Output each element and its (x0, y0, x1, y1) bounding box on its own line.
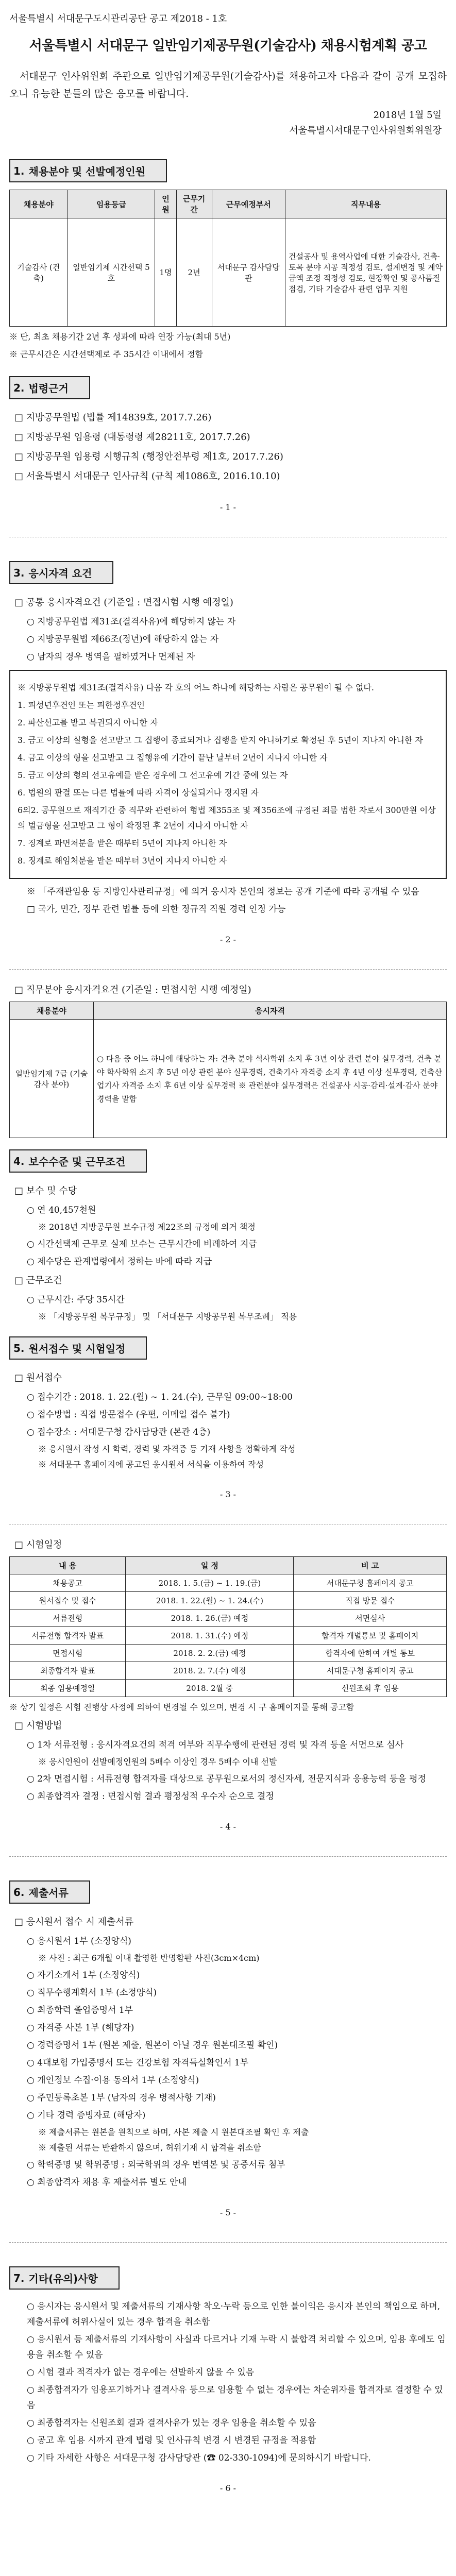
section-number: 6. (13, 1886, 25, 1899)
table-cell: 면접시험 (10, 1645, 126, 1662)
table-row (10, 1662, 447, 1680)
etc-item: ○ 기타 자세한 사항은 서대문구청 감사담당관 (☎ 02-330-1094)에 문의하시기 바랍니다. (27, 2453, 371, 2463)
section-title: 원서접수 및 시험일정 (28, 1343, 126, 1355)
box-line: 7. 징계로 파면처분을 받은 때부터 5년이 지나지 아니한 자 (18, 838, 227, 848)
section-number: 7. (13, 2272, 25, 2284)
docs-item: ○ 기타 경력 증빙자료 (해당자) (27, 2110, 146, 2121)
table-cell: 채용공고 (10, 1574, 126, 1592)
law-item: □ 서울특별시 서대문구 인사규칙 (규칙 제1086호, 2016.10.10) (14, 471, 280, 482)
col-header: 응시자격 (94, 1002, 447, 1020)
col-header: 근무예정부서 (212, 190, 285, 218)
disqualification-box (9, 670, 447, 879)
notice-date: 2018년 1월 5일 (373, 110, 442, 121)
table-row (10, 1627, 447, 1645)
section-title: 법령근거 (28, 382, 69, 395)
table-row (10, 1592, 447, 1609)
pay-item: ○ 제수당은 관계법령에서 정하는 바에 따라 지급 (27, 1257, 212, 1267)
table-row (10, 1574, 447, 1592)
process-item: ○ 1차 서류전형 : 응시자격요건의 적격 여부와 직무수행에 관련된 경력 및 자격 등을 서면으로 심사 (27, 1740, 404, 1750)
table-cell: 최종합격자 발표 (10, 1662, 126, 1680)
section-title: 제출서류 (28, 1887, 69, 1899)
col-header: 일 정 (126, 1557, 294, 1574)
table-row (10, 1680, 447, 1697)
section-title: 채용분야 및 선발예정인원 (28, 165, 145, 178)
section-3-heading (9, 561, 113, 584)
section-6-heading (9, 1880, 90, 1904)
box-line: ※ 지방공무원법 제31조(결격사유) 다음 각 호의 어느 하나에 해당하는 사람은 공무원이 될 수 없다. (18, 683, 374, 692)
page-divider (9, 1512, 447, 1524)
table-cell: 2년 (176, 218, 212, 327)
table-cell: 최종 임용예정일 (10, 1680, 126, 1697)
table-cell: 서대문구청 홈페이지 공고 (294, 1574, 447, 1592)
section-1-heading (9, 159, 167, 182)
page-number: - 3 - (219, 1489, 237, 1499)
pay-title: □ 보수 및 수당 (14, 1185, 77, 1196)
pay-item: ○ 시간선택제 근무로 실제 보수는 근무시간에 비례하여 지급 (27, 1239, 257, 1249)
col-header: 직무내용 (285, 190, 447, 218)
table-cell: 서류전형 (10, 1609, 126, 1627)
docs-item: ○ 자기소개서 1부 (소정양식) (27, 1970, 140, 1980)
section-title: 보수수준 및 근무조건 (28, 1156, 126, 1168)
table-cell: 원서접수 및 접수 (10, 1592, 126, 1609)
section-number: 4. (13, 1155, 25, 1167)
box-line: 1. 피성년후견인 또는 피한정후견인 (18, 700, 145, 710)
pay-item: ○ 연 40,457천원 (27, 1205, 96, 1215)
table-cell: 1명 (155, 218, 176, 327)
section-4-heading (9, 1149, 147, 1173)
docs-item: ○ 최종합격자 채용 후 제출서류 별도 안내 (27, 2177, 187, 2188)
box-line: 6. 법원의 판결 또는 다른 법률에 따라 자격이 상실되거나 정지된 자 (18, 788, 259, 798)
recruit-note: ※ 근무시간은 시간선택제로 주 35시간 이내에서 정함 (9, 349, 203, 359)
table-row (10, 218, 447, 327)
apply-item: ○ 접수방법 : 직접 방문접수 (우편, 이메일 접수 불가) (27, 1410, 230, 1420)
col-header: 채용분야 (10, 1002, 94, 1020)
section-number: 2. (13, 381, 25, 394)
table-cell: 서대문구청 홈페이지 공고 (294, 1662, 447, 1680)
section-7-heading (9, 2266, 120, 2290)
box-line: 3. 금고 이상의 실형을 선고받고 그 집행이 종료되거나 집행을 받지 아니하기로 확정된 후 5년이 지나지 아니한 자 (18, 735, 423, 745)
job-eligibility-title: □ 직무분야 응시자격요건 (기준일 : 면접시험 시행 예정일) (14, 985, 251, 995)
docs-item: ○ 경력증명서 1부 (원본 제출, 원본이 아닐 경우 원본대조필 확인) (27, 2040, 278, 2050)
apply-item: ※ 응시원서 작성 시 학력, 경력 및 자격증 등 기재 사항을 정확하게 작성 (38, 1444, 296, 1454)
docs-item: ○ 자격증 사본 1부 (해당자) (27, 2023, 134, 2033)
process-title: □ 시험방법 (14, 1720, 62, 1731)
table-cell: 서류전형 합격자 발표 (10, 1627, 126, 1645)
col-header: 근무기간 (176, 190, 212, 218)
table-row (10, 1609, 447, 1627)
box-line: 2. 파산선고를 받고 복권되지 아니한 자 (18, 718, 158, 727)
table-cell: 2018. 1. 26.(금) 예정 (126, 1609, 294, 1627)
eligibility-item: ○ 지방공무원법 제66조(정년)에 해당하지 않는 자 (27, 634, 219, 645)
table-cell: 2018. 2. 2.(금) 예정 (126, 1645, 294, 1662)
etc-item: ○ 응시자는 응시원서 및 제출서류의 기재사항 착오·누락 등으로 인한 불이익은 응시자 본인의 책임으로 하며, 제출서류에 허위사실이 있는 경우 합격을 취소함 (27, 2301, 441, 2327)
etc-item: ○ 공고 후 임용 시까지 관계 법령 및 인사규칙 변경 시 변경된 규정을 적용함 (27, 2435, 316, 2446)
table-cell: 서면심사 (294, 1609, 447, 1627)
table-cell: 신원조회 후 임용 (294, 1680, 447, 1697)
page-divider (9, 1844, 447, 1857)
section-title: 기타(유의)사항 (28, 2273, 98, 2285)
section-5-heading (9, 1336, 147, 1360)
process-item: ○ 2차 면접시험 : 서류전형 합격자를 대상으로 공무원으로서의 정신자세, 전문지식과 응용능력 등을 평정 (27, 1774, 426, 1784)
docs-item: ○ 응시원서 1부 (소정양식) (27, 1936, 131, 1946)
recruit-table (9, 190, 447, 327)
schedule-note: ※ 상기 일정은 시험 진행상 사정에 의하여 변경될 수 있으며, 변경 시 구 홈페이지를 통해 공고함 (9, 1702, 354, 1712)
box-line: 6의2. 공무원으로 재직기간 중 직무와 관련하여 형법 제355조 및 제356조에 규정된 죄를 범한 자로서 300만원 이상의 벌금형을 선고받고 그 형이 확정된 후 2년이 지나지 아니한 자 (18, 805, 436, 831)
section-title: 응시자격 요건 (28, 567, 92, 580)
table-cell: 2018. 2. 7.(수) 예정 (126, 1662, 294, 1680)
docs-item: ※ 제출된 서류는 반환하지 않으며, 허위기재 시 합격을 취소함 (38, 2143, 261, 2153)
schedule-table (9, 1556, 447, 1697)
docs-item: ○ 직무수행계획서 1부 (소정양식) (27, 1988, 157, 1998)
eligibility-item: ○ 지방공무원법 제31조(결격사유)에 해당하지 않는 자 (27, 617, 236, 627)
page-divider (9, 957, 447, 970)
table-cell: 기술감사 (건축) (10, 218, 67, 327)
page-number: - 2 - (219, 935, 237, 944)
process-item: ○ 최종합격자 결정 : 면접시험 결과 평정성적 우수자 순으로 결정 (27, 1791, 274, 1802)
etc-item: ○ 최종합격자는 신원조회 결과 결격사유가 있는 경우 임용을 취소할 수 있음 (27, 2418, 316, 2428)
col-header: 임용등급 (67, 190, 155, 218)
intro-paragraph: 서대문구 인사위원회 주관으로 일반임기제공무원(기술감사)를 채용하고자 다음과 같이 공개 모집하오니 유능한 분들의 많은 응모를 바랍니다. (9, 71, 447, 99)
table-cell: 건설공사 및 용역사업에 대한 기술감사, 건축·토목 분야 시공 적정성 검토, 설계변경 및 계약금액 조정 적정성 검토, 현장확인 및 공사품질 점검, 기타 기술감사 관련 업무 지원 (285, 218, 447, 327)
section-2-heading (9, 376, 90, 399)
table-cell: 합격자에 한하여 개별 통보 (294, 1645, 447, 1662)
page-number: - 1 - (219, 502, 237, 512)
table-cell: 2018. 1. 5.(금) ~ 1. 19.(금) (126, 1574, 294, 1592)
job-eligibility-table (9, 1002, 447, 1138)
apply-item: ○ 접수기간 : 2018. 1. 22.(월) ~ 1. 24.(수), 근무일 09:00~18:00 (27, 1392, 293, 1402)
section-number: 1. (13, 164, 25, 177)
table-row (10, 1645, 447, 1662)
docs-item: ○ 4대보험 가입증명서 또는 건강보험 자격득실확인서 1부 (27, 2058, 249, 2068)
law-item: □ 지방공무원법 (법률 제14839호, 2017.7.26) (14, 412, 212, 423)
condition-item: ※ 「지방공무원 복무규정」 및 「서대문구 지방공무원 복무조례」 적용 (38, 1312, 297, 1321)
box-line: 8. 징계로 해임처분을 받은 때부터 3년이 지나지 아니한 자 (18, 856, 227, 866)
page-number: - 4 - (219, 1822, 237, 1832)
eligibility-extra: ※ 「주재관임용 등 지방인사관리규정」에 의거 응시자 본인의 정보는 공개 기준에 따라 공개될 수 있음 (27, 887, 419, 897)
box-line: 4. 금고 이상의 형을 선고받고 그 집행유예 기간이 끝난 날부터 2년이 지나지 아니한 자 (18, 753, 328, 762)
table-cell: 2018. 2월 중 (126, 1680, 294, 1697)
col-header: 인원 (155, 190, 176, 218)
condition-item: ○ 근무시간: 주당 35시간 (27, 1295, 125, 1305)
table-cell: 합격자 개별통보 및 홈페이지 (294, 1627, 447, 1645)
notice-number: 서울특별시 서대문구도시관리공단 공고 제2018 - 1호 (9, 13, 227, 24)
page-number: - 5 - (219, 2208, 237, 2217)
page-divider (9, 524, 447, 537)
etc-item: ○ 시험 결과 적격자가 없는 경우에는 선발하지 않을 수 있음 (27, 2367, 255, 2378)
docs-title: □ 응시원서 접수 시 제출서류 (14, 1917, 134, 1927)
apply-item: ○ 접수장소 : 서대문구청 감사담당관 (본관 4층) (27, 1427, 211, 1437)
notice-organization: 서울특별시서대문구인사위원회위원장 (289, 125, 442, 136)
page-divider (9, 2230, 447, 2243)
schedule-title: □ 시험일정 (14, 1539, 62, 1550)
pay-item: ※ 2018년 지방공무원 보수규정 제22조의 규정에 의거 책정 (38, 1222, 256, 1232)
eligibility-extra: □ 국가, 민간, 정부 관련 법률 등에 의한 정규직 직원 경력 인정 가능 (27, 904, 286, 914)
table-row (10, 1020, 447, 1138)
page-number: - 6 - (219, 2483, 237, 2493)
etc-item: ○ 최종합격자가 임용포기하거나 결격사유 등으로 임용할 수 없는 경우에는 차순위자를 합격자로 결정할 수 있음 (27, 2385, 443, 2411)
condition-title: □ 근무조건 (14, 1275, 62, 1286)
docs-item: ※ 제출서류는 원본을 원칙으로 하며, 사본 제출 시 원본대조필 확인 후 제출 (38, 2127, 309, 2137)
table-cell: 서대문구 감사담당관 (212, 218, 285, 327)
docs-item: ○ 최종학력 졸업증명서 1부 (27, 2005, 133, 2015)
etc-item: ○ 응시원서 등 제출서류의 기재사항이 사실과 다르거나 기재 누락 시 불합격 처리할 수 있으며, 임용 후에도 임용을 취소할 수 있음 (27, 2334, 446, 2360)
table-cell: 일반임기제 시간선택 5호 (67, 218, 155, 327)
recruit-note: ※ 단, 최초 채용기간 2년 후 성과에 따라 연장 가능(최대 5년) (9, 332, 231, 342)
apply-title: □ 원서접수 (14, 1372, 62, 1383)
table-cell: 일반임기제 7급 (기술감사 분야) (10, 1020, 94, 1138)
section-number: 5. (13, 1342, 25, 1354)
docs-item: ○ 학력증명 및 학위증명 : 외국학위의 경우 번역본 및 공증서류 첨부 (27, 2160, 285, 2170)
col-header: 내 용 (10, 1557, 126, 1574)
notice-title: 서울특별시 서대문구 일반임기제공무원(기술감사) 채용시험계획 공고 (29, 38, 427, 54)
table-cell: 2018. 1. 31.(수) 예정 (126, 1627, 294, 1645)
section-number: 3. (13, 566, 25, 579)
eligibility-common-title: □ 공통 응시자격요건 (기준일 : 면접시험 시행 예정일) (14, 597, 233, 608)
docs-item: ○ 주민등록초본 1부 (남자의 경우 병적사항 기재) (27, 2093, 216, 2103)
col-header: 채용분야 (10, 190, 67, 218)
table-cell: 2018. 1. 22.(월) ~ 1. 24.(수) (126, 1592, 294, 1609)
process-item: ※ 응시인원이 선발예정인원의 5배수 이상인 경우 5배수 이내 선발 (38, 1757, 277, 1767)
law-item: □ 지방공무원 임용령 (대통령령 제28211호, 2017.7.26) (14, 432, 250, 443)
law-item: □ 지방공무원 임용령 시행규칙 (행정안전부령 제1호, 2017.7.26) (14, 451, 283, 462)
docs-item: ※ 사진 : 최근 6개월 이내 촬영한 반명함판 사진(3cm×4cm) (38, 1953, 260, 1963)
docs-item: ○ 개인정보 수집·이용 동의서 1부 (소정양식) (27, 2075, 199, 2086)
table-cell: 직접 방문 접수 (294, 1592, 447, 1609)
eligibility-item: ○ 남자의 경우 병역을 필하였거나 면제된 자 (27, 652, 195, 662)
col-header: 비 고 (294, 1557, 447, 1574)
table-cell: ○ 다음 중 어느 하나에 해당하는 자: 건축 분야 석사학위 소지 후 3년 이상 관련 분야 실무경력, 건축 분야 학사학위 소지 후 5년 이상 관련 분야 실무경력, 건축기사 자격증 소지 후 4년 이상 실무경력, 건축산업기사 자격증 소지 후 6년 이상 실무경력 ※ 관련분야 실무경력은 건설공사 시공·감리·설계·감사 분야 경력을 말함 (94, 1020, 447, 1138)
apply-item: ※ 서대문구 홈페이지에 공고된 응시원서 서식을 이용하여 작성 (38, 1460, 264, 1469)
box-line: 5. 금고 이상의 형의 선고유예를 받은 경우에 그 선고유예 기간 중에 있는 자 (18, 770, 288, 780)
document-body (9, 0, 447, 2505)
